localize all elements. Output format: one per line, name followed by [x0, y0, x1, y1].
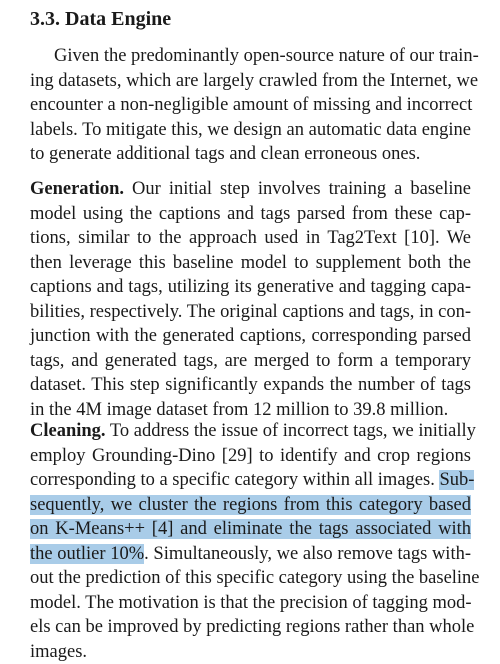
- text-line: [30, 517, 471, 542]
- text-line: captions and tags, utilizing its generative and tagging capa-: [30, 275, 471, 300]
- text-segment: corresponding to a specific category within all images.: [30, 470, 439, 490]
- text-line: tions, similar to the approach used in Tag2Text [10]. We: [30, 226, 471, 251]
- text-line: images.: [30, 640, 471, 664]
- highlighted-text[interactable]: Sub-: [439, 470, 474, 490]
- text-line: bilities, respectively. The original captions and tags, in con-: [30, 300, 471, 325]
- text-line: [30, 419, 471, 444]
- highlighted-text[interactable]: the outlier 10%: [30, 544, 144, 564]
- text-line: ing datasets, which are largely crawled from the Internet, we: [30, 69, 471, 94]
- text-line: Given the predominantly open-source nature of our train-: [30, 44, 471, 69]
- text-line: model. The motivation is that the precision of tagging mod-: [30, 591, 471, 616]
- text-line: junction with the generated captions, corresponding parsed: [30, 324, 471, 349]
- text-line: [30, 542, 471, 567]
- text-line: model using the captions and tags parsed from these cap-: [30, 202, 471, 227]
- text-line: employ Grounding-Dino [29] to identify and crop regions: [30, 444, 471, 469]
- text-line: els can be improved by predicting regions rather than whole: [30, 615, 471, 640]
- text-line: to generate additional tags and clean erroneous ones.: [30, 142, 471, 167]
- text-line: then leverage this baseline model to supplement both the: [30, 251, 471, 276]
- section-heading: 3.3. Data Engine: [30, 6, 171, 32]
- highlighted-text[interactable]: sequently, we cluster the regions from this category based: [30, 495, 471, 515]
- paragraph-label: Generation.: [30, 179, 124, 199]
- text-line: tags, and generated tags, are merged to form a temporary: [30, 349, 471, 374]
- text-line: out the prediction of this specific category using the baseline: [30, 566, 471, 591]
- highlighted-text[interactable]: on K-Means++ [4] and eliminate the tags associated with: [30, 519, 471, 539]
- paragraph-label: Cleaning.: [30, 421, 106, 441]
- text-segment: Our initial step involves training a baseline: [124, 179, 471, 199]
- text-line: [30, 493, 471, 518]
- text-line: [30, 468, 471, 493]
- text-line: encounter a non-negligible amount of missing and incorrect: [30, 93, 471, 118]
- cleaning-paragraph: [30, 419, 471, 664]
- text-segment: To address the issue of incorrect tags, we initially: [106, 421, 476, 441]
- text-line: labels. To mitigate this, we design an automatic data engine: [30, 118, 471, 143]
- text-line: in the 4M image dataset from 12 million to 39.8 million.: [30, 398, 471, 423]
- intro-paragraph: [30, 44, 471, 167]
- generation-paragraph: [30, 177, 471, 422]
- text-line: [30, 177, 471, 202]
- text-line: dataset. This step significantly expands the number of tags: [30, 373, 471, 398]
- text-segment: . Simultaneously, we also remove tags with-: [144, 544, 471, 564]
